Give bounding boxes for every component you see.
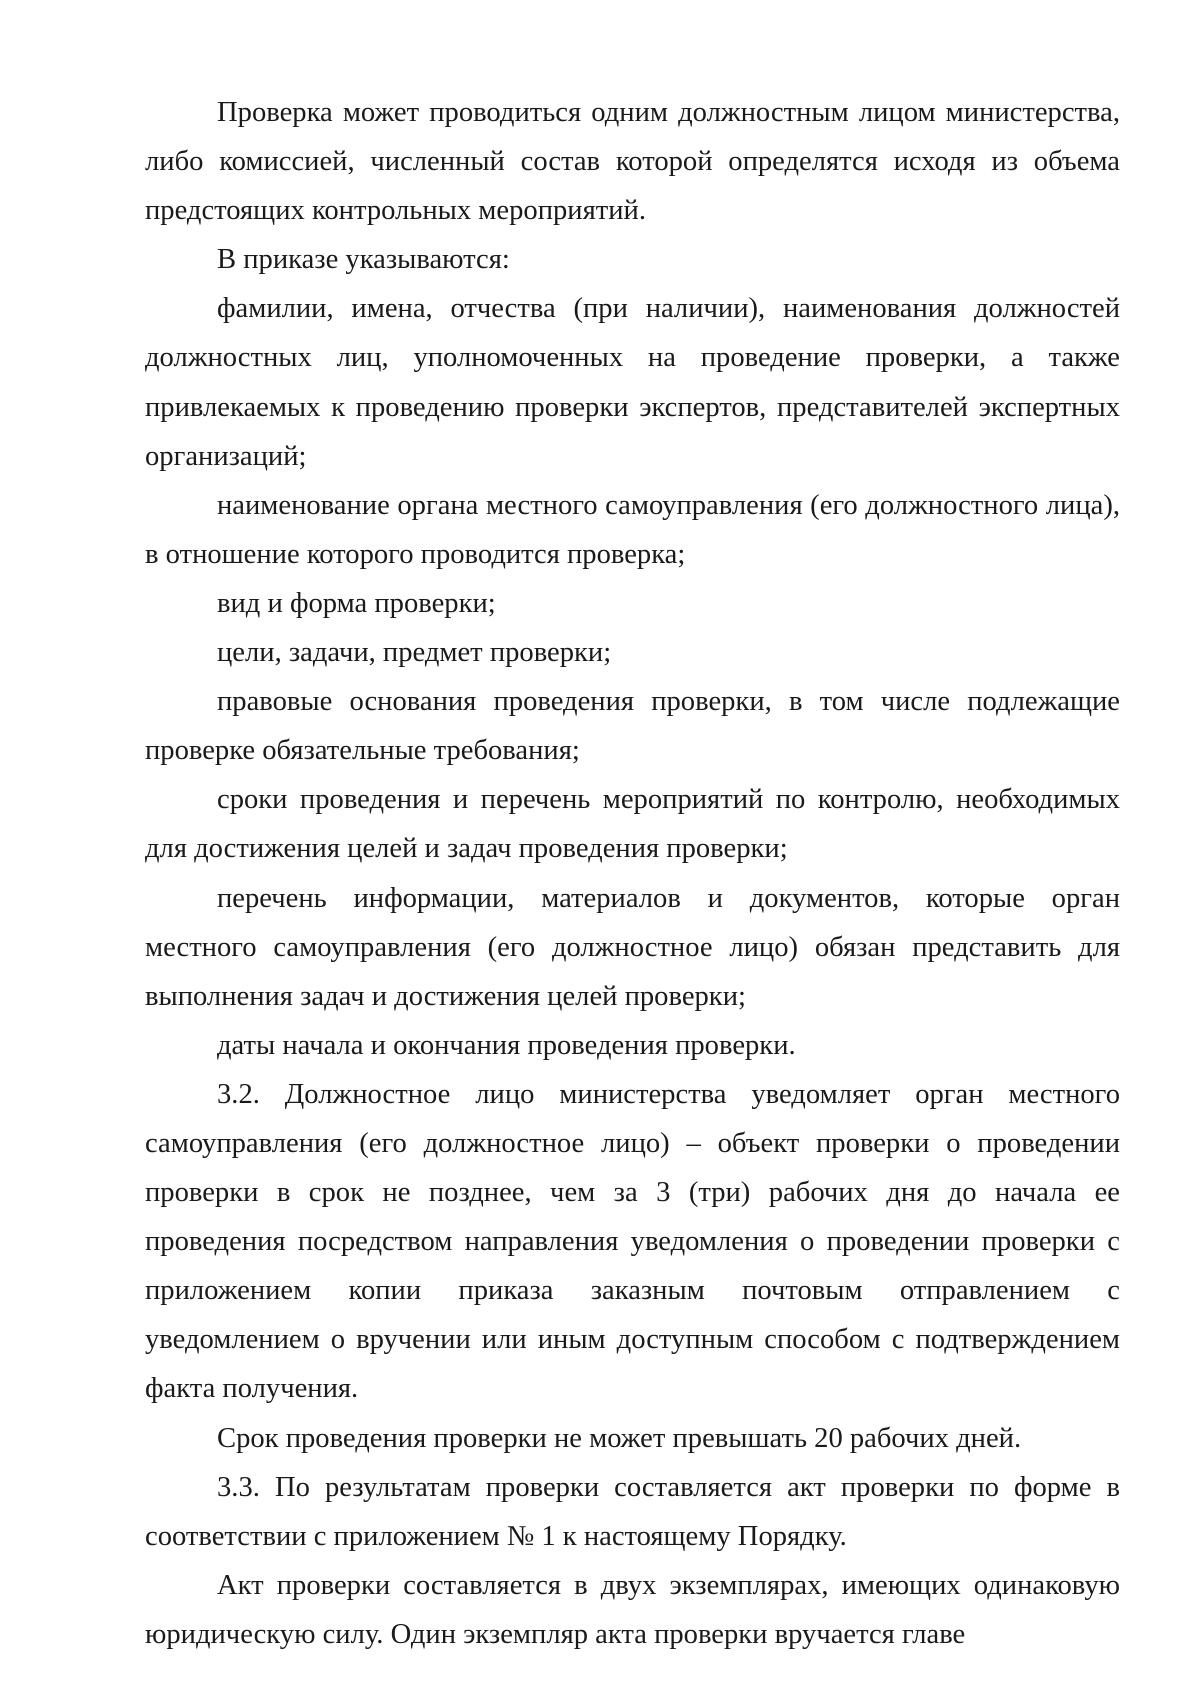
paragraph-inspection-type: вид и форма проверки; (217, 587, 496, 619)
paragraph-inspection-duration: Срок проведения проверки не может превышать 20 рабочих дней. (217, 1422, 1022, 1454)
document-body (145, 88, 1120, 1659)
paragraph-section-3-2: 3.2. Должностное лицо министерства уведомляет орган местного самоуправления (его должностное лицо) – объект проверки о проведении проверки в срок не позднее, чем за 3 (три) рабочих дня до начала ее проведения посредством направления уведомления о проведении проверки с приложением копии приказа заказным почтовым отправлением с уведомлением о вручении или иным доступным способом с подтверждением факта получения. (145, 1078, 1120, 1405)
paragraph-start-end-dates: даты начала и окончания проведения проверки. (217, 1029, 796, 1061)
paragraph-inspection-goals: цели, задачи, предмет проверки; (217, 637, 612, 669)
paragraph-inspection-composition: Проверка может проводиться одним должностным лицом министерства, либо комиссией, численный состав которой определятся исходя из объема предстоящих контрольных мероприятий. (145, 97, 1120, 227)
paragraph-section-3-3: 3.3. По результатам проверки составляется акт проверки по форме в соответствии с приложением № 1 к настоящему Порядку. (145, 1471, 1120, 1552)
paragraph-required-documents: перечень информации, материалов и документов, которые орган местного самоуправления (его должностное лицо) обязан представить для выполнения задач и достижения целей проверки; (145, 882, 1120, 1012)
paragraph-officials-names: фамилии, имена, отчества (при наличии), наименования должностей должностных лиц, уполномоченных на проведение проверки, а также привлекаемых к проведению проверки экспертов, представителей экспертных организаций; (145, 293, 1120, 472)
paragraph-act-copies: Акт проверки составляется в двух экземплярах, имеющих одинаковую юридическую силу. Один экземпляр акта проверки вручается главе (145, 1569, 1120, 1650)
paragraph-order-contents-intro: В приказе указываются: (217, 244, 510, 276)
paragraph-terms-and-measures: сроки проведения и перечень мероприятий по контролю, необходимых для достижения целей и задач проведения проверки; (145, 784, 1120, 865)
paragraph-legal-grounds: правовые основания проведения проверки, в том числе подлежащие проверке обязательные требования; (145, 686, 1120, 767)
paragraph-local-authority-name: наименование органа местного самоуправления (его должностного лица), в отношение которого проводится проверка; (145, 489, 1120, 570)
